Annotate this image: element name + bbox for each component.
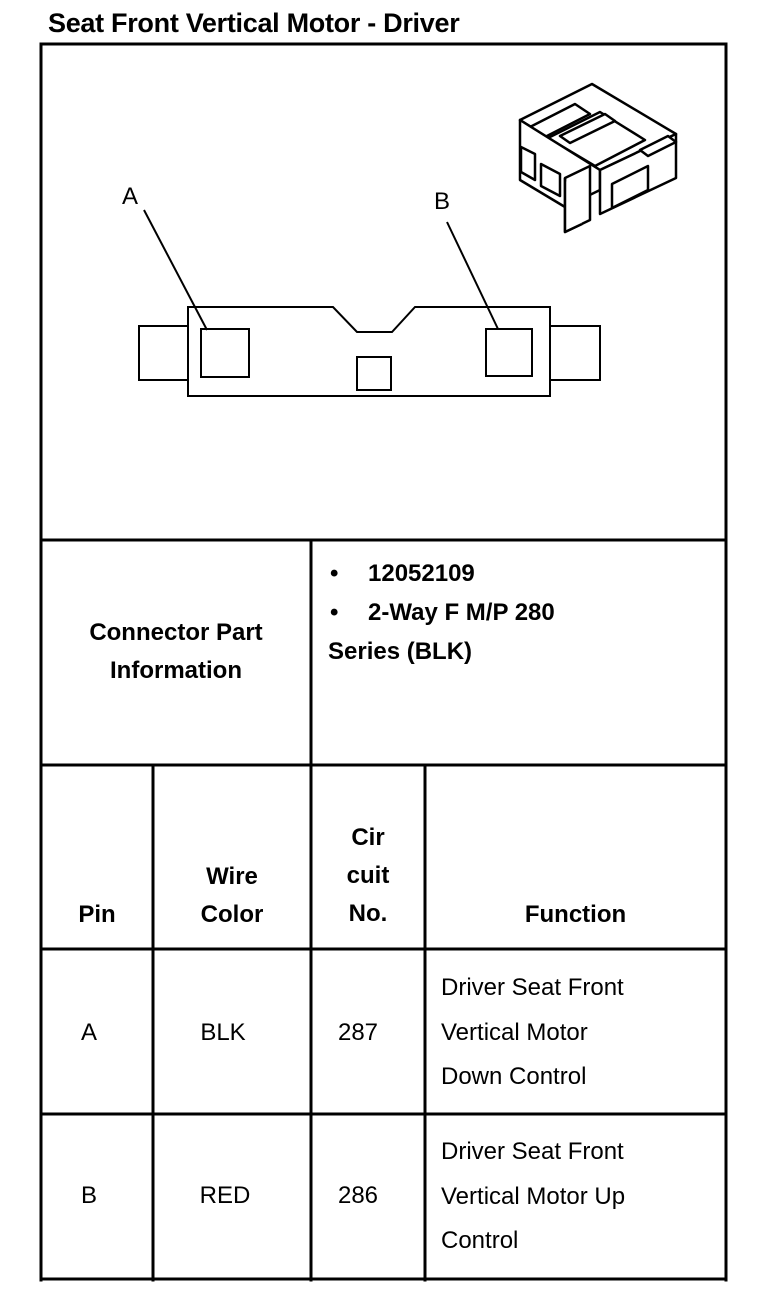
header-circuit-line3: No. [348,900,388,927]
row-a-function-line1: Driver Seat Front [441,974,624,1001]
bullet-part-number [330,560,475,588]
header-pin: Pin [78,901,116,928]
connector-series: Series (BLK) [328,638,473,665]
row-b-circuit: 286 [337,1182,379,1209]
row-b-function-line3: Control [441,1227,519,1254]
row-a-function-line2: Vertical Motor [441,1018,588,1046]
pin-label-a: A [122,183,139,210]
connector-part-info-label-line1: Connector Part [89,619,263,646]
row-a-function [441,966,711,1100]
row-a-pin: A [80,1019,97,1046]
header-wire-color-line2: Color [200,901,264,928]
row-a-wire-color: BLK [200,1019,246,1046]
header-wire-color-line1: Wire [206,863,258,890]
row-b-pin: B [80,1182,97,1209]
bullet-connector-type [330,599,555,627]
connector-part-info-label-line2: Information [110,657,242,684]
header-circuit-line2: cuit [346,862,390,889]
row-b-function [441,1130,711,1264]
leader-line-a [144,210,207,330]
bullet-icon: • [330,599,339,626]
row-b-wire-color: RED [199,1182,251,1209]
row-a-function-line3: Down Control [441,1063,587,1090]
row-b-function-line2: Vertical Motor Up [441,1182,626,1210]
pin-label-b: B [434,188,451,215]
row-a-circuit: 287 [337,1019,379,1046]
connector-type: 2-Way F M/P 280 [368,599,555,626]
row-b-function-line1: Driver Seat Front [441,1138,624,1165]
connector-isometric-icon [520,84,676,232]
bullet-icon: • [330,560,339,587]
page-title: Seat Front Vertical Motor - Driver [48,8,460,38]
header-function: Function [524,901,627,928]
header-circuit-line1: Cir [351,824,385,851]
header-circuit-no [313,819,423,933]
header-wire-color [155,858,309,934]
connector-face-drawing [139,210,600,396]
connector-part-info-label [43,614,309,690]
part-number: 12052109 [368,560,475,587]
